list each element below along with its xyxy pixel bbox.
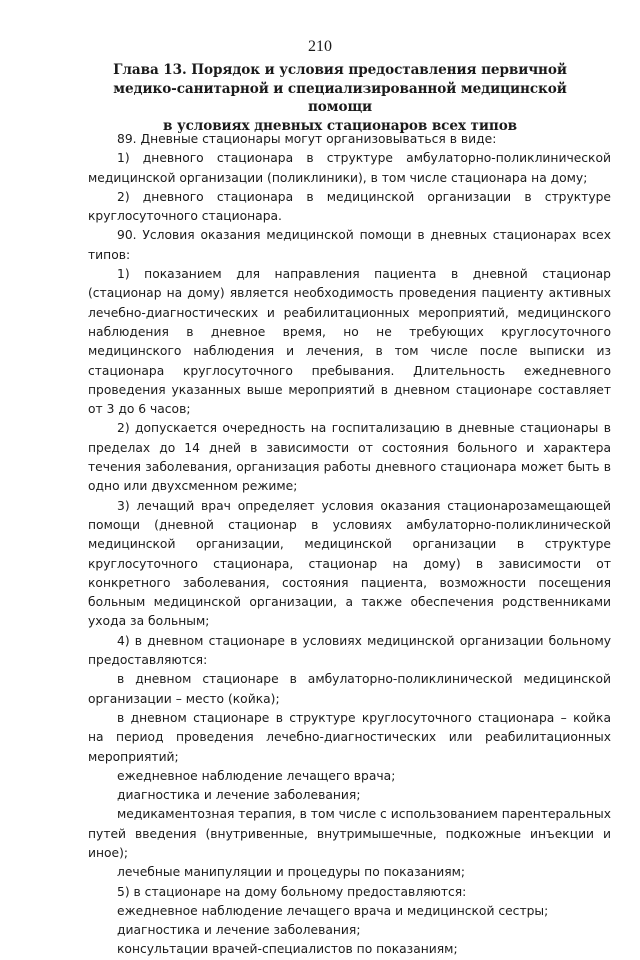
list-item: 2) допускается очередность на госпитализацию в дневные стационары в пределах до 14 дней в зависимости от состояния больного и характера течения заболевания, организация работы дневного стационара может быть в одно или двухсменном режиме; [88,421,611,494]
sub-item: в дневном стационаре в структуре круглосуточного стационара – койка на период проведения лечебно-диагностических или реабилитационных мероприятий; [88,710,611,764]
list-item: 2) дневного стационара в медицинской организации в структуре круглосуточного стационара. [88,189,611,224]
page-number: 210 [308,38,332,55]
paragraph-89: 89. Дневные стационары могут организовываться в виде: [117,132,497,146]
list-item: 3) лечащий врач определяет условия оказания стационарозамещающей помощи (дневной стационар в условиях амбулаторно-поликлинической медицинской организации, медицинской организации в структуре круглосуточного стационара, стационар на дому) в зависимости от конкретного заболевания, состояния пациента, возможности посещения больным медицинской организации, а также обеспечения родственниками ухода за больным; [88,498,611,629]
chapter-title [80,61,600,135]
sub-item: лечебные манипуляции и процедуры по показаниям; [117,865,466,880]
sub-item: диагностика и лечение заболевания; [117,788,361,803]
sub-item: в дневном стационаре в амбулаторно-поликлинической медицинской организации – место (койка); [88,672,611,706]
sub-item: медикаментозная терапия, в том числе с использованием парентеральных путей введения (внутривенные, внутримышечные, подкожные инъекции и иное); [88,807,611,860]
sub-item: диагностика и лечение заболевания; [117,923,361,938]
sub-item: ежедневное наблюдение лечащего врача; [117,768,396,783]
sub-item: ежедневное наблюдение лечащего врача и медицинской сестры; [117,903,549,918]
paragraph-90: 90. Условия оказания медицинской помощи в дневных стационарах всех типов: [88,228,611,262]
list-item: 4) в дневном стационаре в условиях медицинской организации больному предоставляются: [88,633,611,668]
chapter-title-line: Глава 13. Порядок и условия предоставления первичной [113,62,567,78]
chapter-title-line: в условиях дневных стационаров всех типов [162,117,518,134]
document-body [88,130,611,960]
chapter-title-line: медико-санитарной и специализированной медицинской помощи [113,80,567,115]
list-item: 5) в стационаре на дому больному предоставляются: [117,884,467,899]
sub-item: консультации врачей-специалистов по показаниям; [117,942,458,957]
list-item: 1) дневного стационара в структуре амбулаторно-поликлинической медицинской организации (поликлиники), в том числе стационара на дому; [88,151,611,185]
list-item: 1) показанием для направления пациента в дневной стационар (стационар на дому) является необходимость проведения пациенту активных лечебно-диагностических и реабилитационных мероприятий, медицинского наблюдения в дневное время, но не требующих круглосуточного медицинского наблюдения и лечения, в том числе после выписки из стационара круглосуточного пребывания. Длительность ежедневного проведения указанных выше мероприятий в дневном стационаре составляет от 3 до 6 часов; [88,267,611,417]
